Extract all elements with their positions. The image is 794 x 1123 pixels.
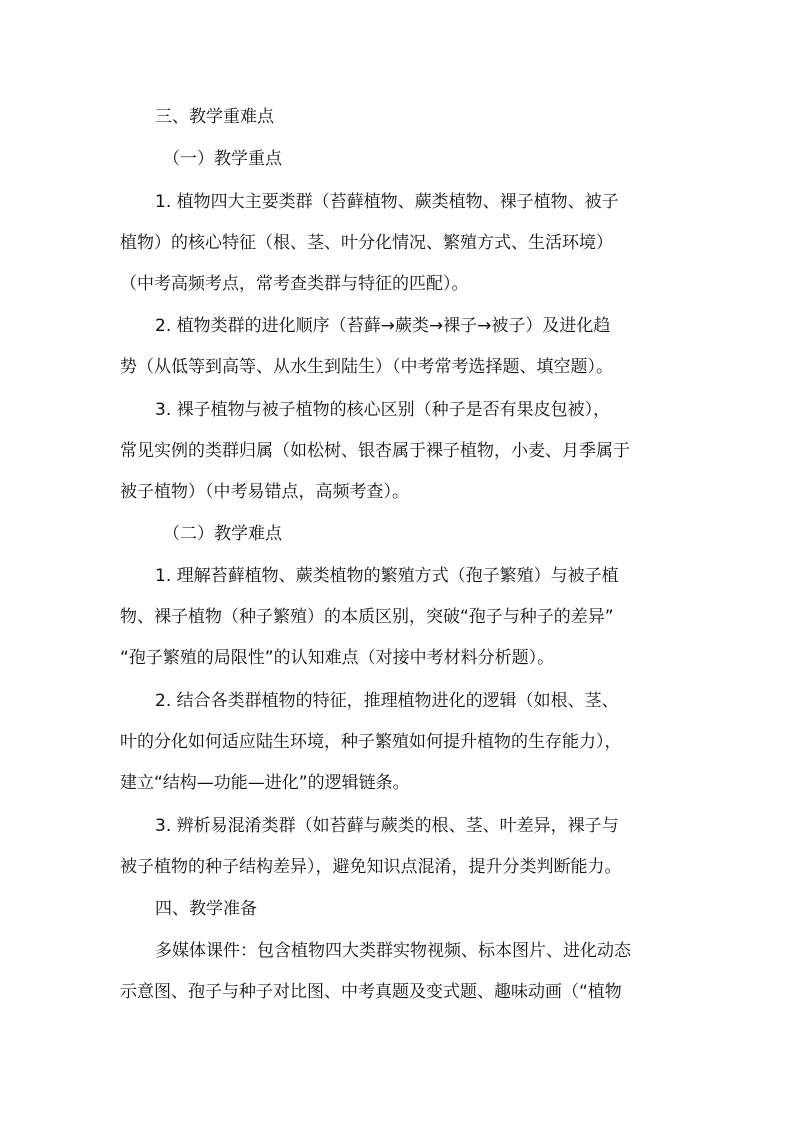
text-line: 建立“结构—功能—进化”的逻辑链条。 [120, 773, 410, 793]
text-line: 2. 结合各类群植物的特征，推理植物进化的逻辑（如根、茎、 [155, 691, 619, 711]
text-line: 植物）的核心特征（根、茎、叶分化情况、繁殖方式、生活环境） [120, 233, 613, 253]
text-line: （中考高频考点，常考查类群与特征的匹配）。 [120, 274, 469, 294]
text-line: 叶的分化如何适应陆生环境，种子繁殖如何提升植物的生存能力）， [120, 732, 622, 752]
text-line: 2. 植物类群的进化顺序（苔藓→蕨类→裸子→被子）及进化趋 [155, 316, 611, 336]
subsection-heading-2: （二）教学难点 [163, 524, 282, 544]
text-line: 3. 裸子植物与被子植物的核心区别（种子是否有果皮包被）， [155, 400, 611, 420]
text-line: 常见实例的类群归属（如松树、银杏属于裸子植物，小麦、月季属于 [120, 441, 630, 461]
section-heading-4: 四、教学准备 [155, 899, 257, 919]
text-line: 被子植物的种子结构差异），避免知识点混淆，提升分类判断能力。 [120, 857, 622, 877]
text-line: 物、裸子植物（种子繁殖）的本质区别，突破“孢子与种子的差异” [120, 607, 614, 627]
subsection-heading-1: （一）教学重点 [163, 149, 282, 169]
text-line: 1. 理解苔藓植物、蕨类植物的繁殖方式（孢子繁殖）与被子植 [155, 566, 619, 586]
text-line: 示意图、孢子与种子对比图、中考真题及变式题、趣味动画（“植物 [120, 982, 622, 1002]
text-line: 多媒体课件：包含植物四大类群实物视频、标本图片、进化动态 [155, 941, 631, 961]
text-line: 3. 辨析易混淆类群（如苔藓与蕨类的根、茎、叶差异，裸子与 [155, 816, 619, 836]
text-line: 被子植物）（中考易错点，高频考查）。 [120, 482, 409, 502]
text-line: 1. 植物四大主要类群（苔藓植物、蕨类植物、裸子植物、被子 [155, 192, 619, 212]
text-line: “孢子繁殖的局限性”的认知难点（对接中考材料分析题）。 [120, 648, 555, 668]
section-heading-3: 三、教学重难点 [155, 107, 274, 127]
text-line: 势（从低等到高等、从水生到陆生）（中考常考选择题、填空题）。 [120, 357, 613, 377]
